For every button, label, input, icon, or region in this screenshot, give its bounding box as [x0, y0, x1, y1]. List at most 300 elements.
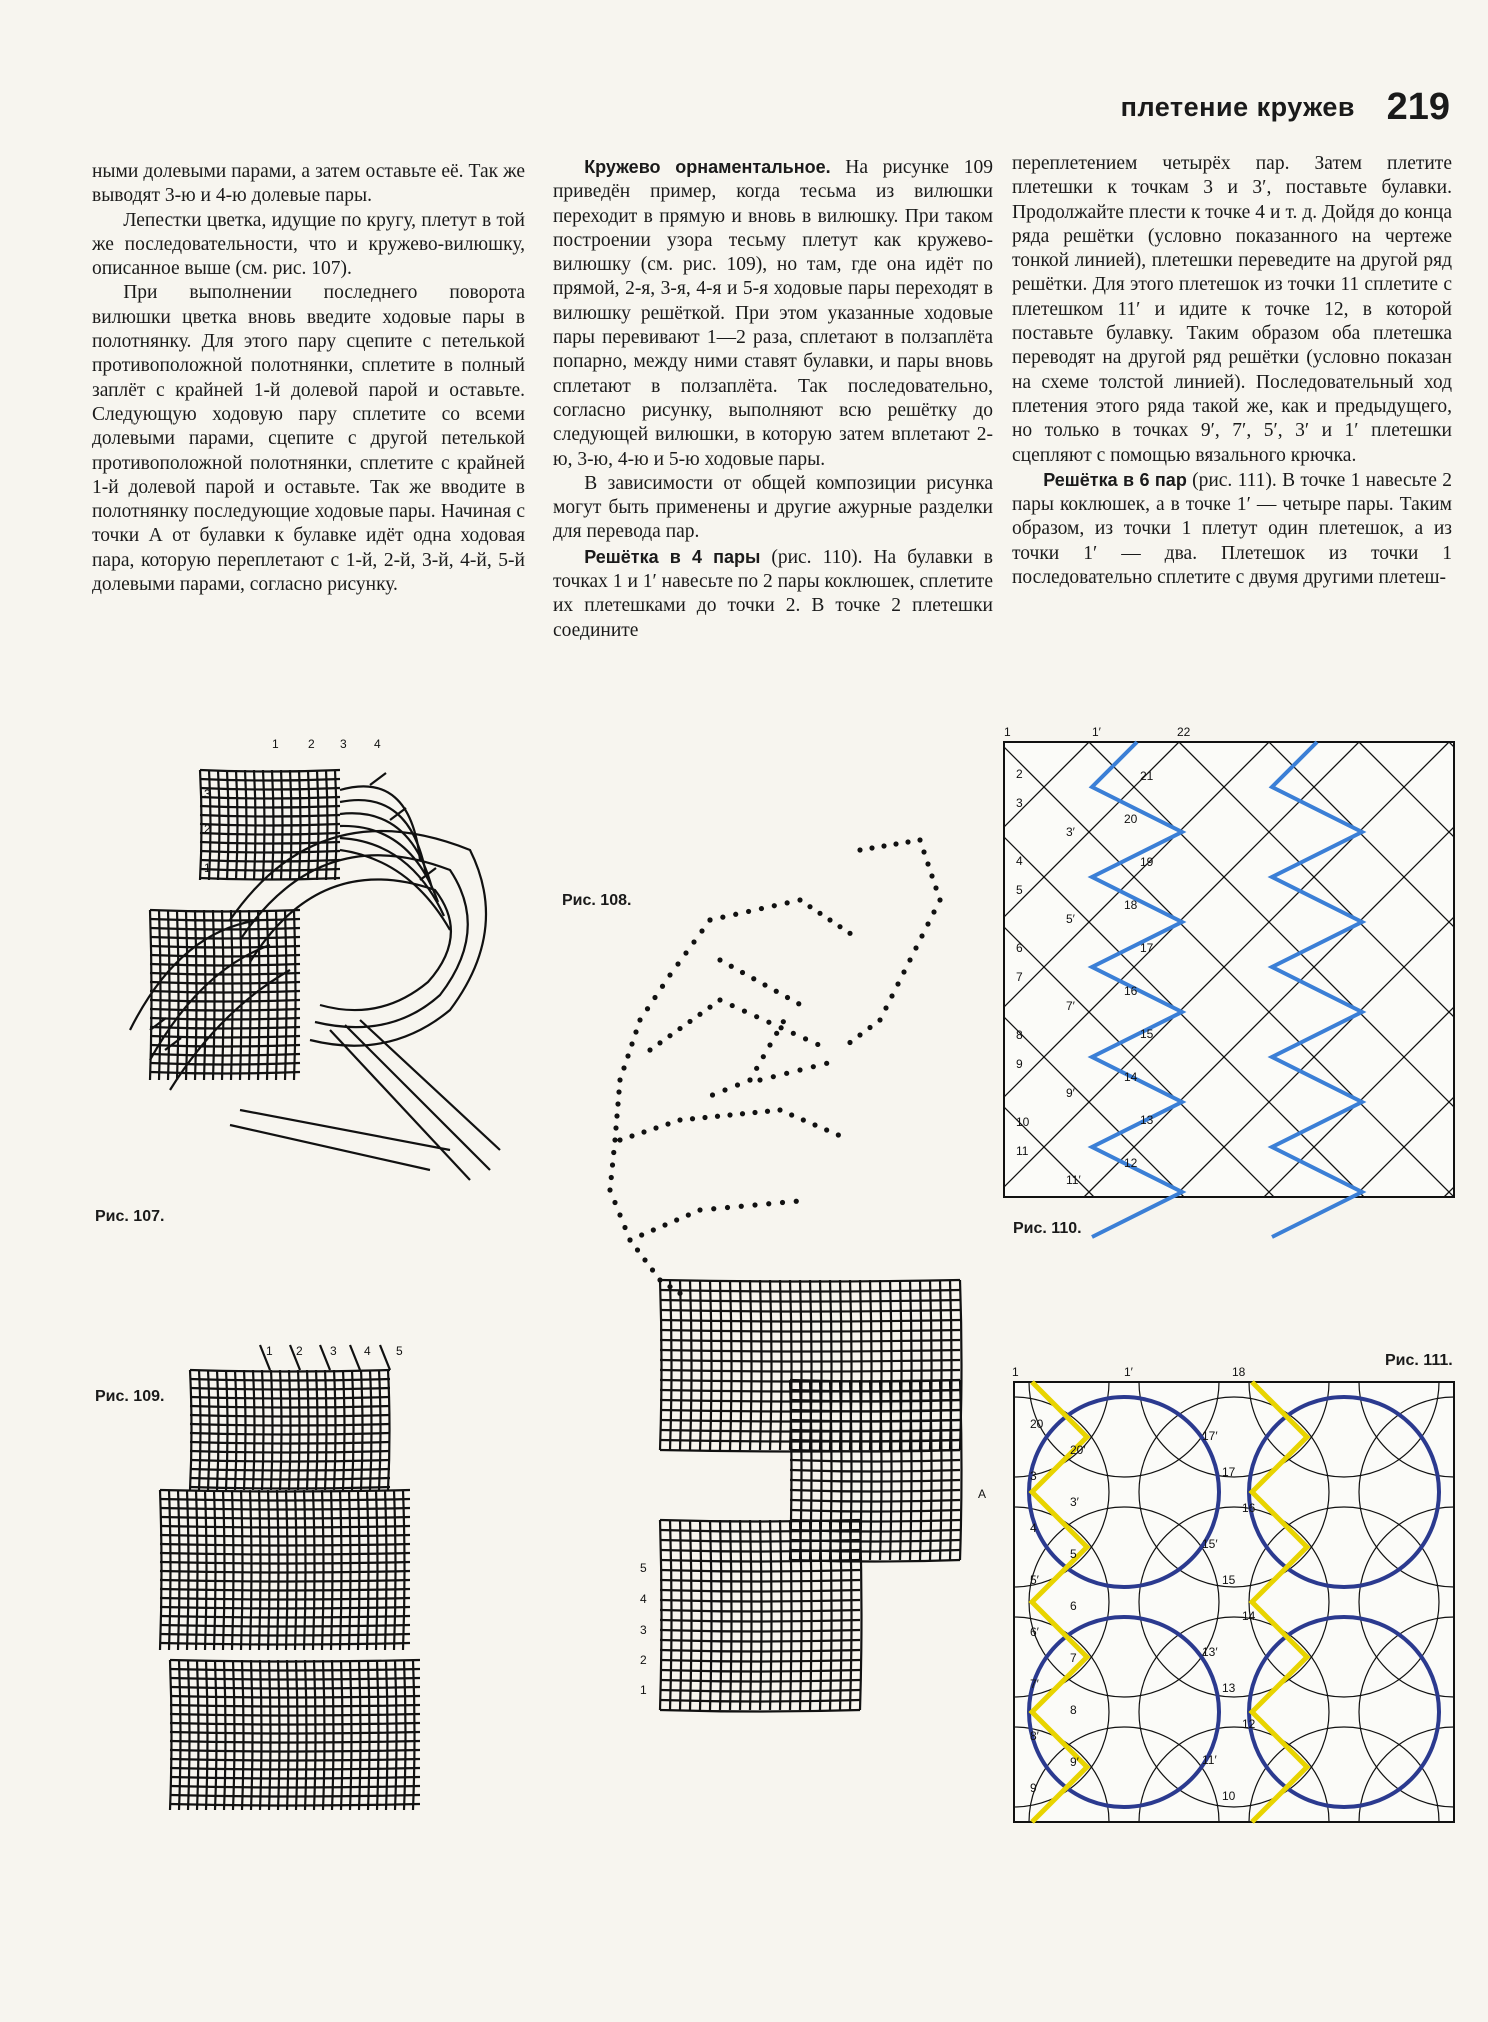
fig110-label: 9	[1016, 1057, 1023, 1071]
fig107-weft	[150, 946, 300, 948]
fig108-dot	[740, 970, 745, 975]
fig108-dot	[617, 1137, 622, 1142]
fig108-dot	[803, 1036, 808, 1041]
figure-111-grid-diagram	[1012, 1365, 1458, 1826]
fig108-warp	[710, 1280, 712, 1450]
fig111-label: 9′	[1070, 1755, 1079, 1769]
fig109-weft	[170, 1687, 420, 1689]
fig108-label: 2	[640, 1653, 647, 1667]
fig109-weft	[160, 1544, 410, 1546]
fig108-dot	[662, 1222, 667, 1227]
fig111-label: 1	[1012, 1365, 1019, 1379]
fig109-weft	[160, 1643, 410, 1645]
fig108-dot	[867, 1025, 872, 1030]
fig108-weft	[660, 1570, 860, 1572]
fig109-weft	[160, 1499, 410, 1501]
fig109-weft	[160, 1526, 410, 1528]
fig109-warp	[179, 1660, 181, 1810]
fig108-dot	[621, 1065, 626, 1070]
fig107-weft	[200, 797, 340, 799]
fig108-dot	[797, 897, 802, 902]
fig108-dot	[766, 1020, 771, 1025]
fig109-warp	[307, 1370, 309, 1490]
fig108-weft	[660, 1660, 860, 1662]
fig108-dot	[691, 939, 696, 944]
fig108-label: 1	[640, 1683, 647, 1697]
fig108-dot	[607, 1187, 612, 1192]
fig109-warp	[404, 1660, 406, 1810]
fig110-label: 8	[1016, 1028, 1023, 1042]
fig108-dot	[674, 1217, 679, 1222]
fig108-dot	[616, 1089, 621, 1094]
page-number: 219	[1386, 86, 1450, 128]
fig108-warp	[720, 1280, 722, 1450]
fig108-warp	[700, 1280, 702, 1450]
fig109-pin	[320, 1345, 330, 1370]
fig108-weft	[790, 1550, 960, 1552]
fig111-label: 9	[1030, 1781, 1037, 1795]
fig108-dot	[612, 1137, 617, 1142]
fig108-dot	[667, 972, 672, 977]
fig110-label: 18	[1124, 898, 1138, 912]
fig107-weft	[200, 851, 340, 853]
caption-fig107: Рис. 107.	[95, 1208, 165, 1225]
fig109-weft	[160, 1589, 410, 1591]
fig108-dot	[667, 1033, 672, 1038]
fig108-warp	[870, 1380, 872, 1560]
fig109-weft	[160, 1598, 410, 1600]
fig108-dot	[824, 1061, 829, 1066]
fig109-weft	[170, 1696, 420, 1698]
fig108-dot	[824, 1127, 829, 1132]
fig108-dot	[609, 1175, 614, 1180]
fig108-dot	[615, 1101, 620, 1106]
fig108-dot	[702, 1115, 707, 1120]
figure-109-lace-diagram	[150, 1340, 470, 1820]
fig108-dot	[650, 1267, 655, 1272]
fig108-weft	[660, 1600, 860, 1602]
fig107-weft	[150, 1072, 300, 1074]
fig109-weft	[170, 1678, 420, 1680]
fig108-warp	[680, 1280, 682, 1450]
fig108-dot	[931, 909, 936, 914]
text-column-3	[1012, 152, 1452, 590]
fig110-label: 3′	[1066, 825, 1075, 839]
caption-fig111: Рис. 111.	[1385, 1352, 1453, 1369]
fig108-dot	[729, 964, 734, 969]
fig108-dot	[629, 1041, 634, 1046]
fig107-weft	[200, 815, 340, 817]
fig107-weft	[150, 1063, 300, 1065]
fig108-dot	[611, 1150, 616, 1155]
figure-110-grid-diagram	[1002, 725, 1458, 1200]
fig108-dot	[653, 1125, 658, 1130]
fig108-dot	[785, 995, 790, 1000]
fig108-weft	[790, 1530, 960, 1532]
fig109-weft	[170, 1669, 420, 1671]
fig111-label: 1′	[1124, 1365, 1133, 1379]
fig108-dot	[677, 1117, 682, 1122]
fig108-dot	[697, 1207, 702, 1212]
fig108-warp	[690, 1280, 692, 1450]
fig108-dot	[921, 849, 926, 854]
fig109-weft	[160, 1508, 410, 1510]
fig108-warp	[750, 1280, 752, 1450]
fig108-dot	[697, 1012, 702, 1017]
fig108-dot	[877, 1017, 882, 1022]
fig108-dot	[794, 1199, 799, 1204]
fig108-dot	[710, 1092, 715, 1097]
fig111-label: 15′	[1202, 1537, 1218, 1551]
fig108-dot	[752, 1202, 757, 1207]
fig111-label: 14	[1242, 1609, 1256, 1623]
caption-fig110: Рис. 110.	[1013, 1220, 1082, 1237]
fig110-label: 14	[1124, 1070, 1138, 1084]
fig108-dot	[811, 1064, 816, 1069]
fig108-weft	[790, 1500, 960, 1502]
fig111-label: 13	[1222, 1681, 1236, 1695]
fig111-label: 8′	[1030, 1729, 1039, 1743]
fig108-dot	[629, 1133, 634, 1138]
fig111-label: 7′	[1030, 1677, 1039, 1691]
fig108-dot	[614, 1113, 619, 1118]
fig109-weft	[160, 1562, 410, 1564]
fig107-weft	[200, 824, 340, 826]
paragraph	[553, 545, 993, 643]
fig108-dot	[907, 957, 912, 962]
fig108-dot	[637, 1017, 642, 1022]
fig108-dot	[766, 1201, 771, 1206]
fig108-dot	[711, 1206, 716, 1211]
fig108-dot	[847, 1040, 852, 1045]
fig109-weft	[170, 1777, 420, 1779]
fig108-dot	[919, 933, 924, 938]
fig108-weft	[790, 1520, 960, 1522]
fig108-weft	[660, 1370, 960, 1372]
fig110-label: 5′	[1066, 912, 1075, 926]
fig109-weft	[160, 1553, 410, 1555]
fig108-dot	[901, 969, 906, 974]
fig109-weft	[160, 1607, 410, 1609]
fig108-dot	[647, 1047, 652, 1052]
fig110-label: 3	[1016, 796, 1023, 810]
fig108-warp	[670, 1520, 672, 1710]
fig110-label: 13	[1140, 1113, 1154, 1127]
fig108-dot	[675, 961, 680, 966]
fig108-dot	[617, 1212, 622, 1217]
fig108-dot	[847, 931, 852, 936]
fig108-dot	[762, 982, 767, 987]
fig111-label: 20	[1030, 1417, 1044, 1431]
fig107-weft	[150, 1027, 300, 1029]
fig107-label: 4	[374, 737, 381, 751]
fig111-label: 8	[1070, 1703, 1077, 1717]
fig108-dot	[722, 1087, 727, 1092]
fig108-dot	[857, 847, 862, 852]
fig109-weft	[170, 1723, 420, 1725]
fig108-dot	[937, 897, 942, 902]
fig108-weft	[660, 1350, 960, 1352]
fig108-dot	[765, 1109, 770, 1114]
fig108-dot	[836, 1132, 841, 1137]
fig108-label: 5	[640, 1561, 647, 1575]
fig107-weft	[200, 779, 340, 781]
paragraph: ными долевыми парами, а затем оставьте её. Так же выводят 3-ю и 4-ю долевые пары.	[92, 161, 525, 207]
fig111-label: 3′	[1070, 1495, 1079, 1509]
fig107-weft	[150, 919, 300, 921]
fig108-warp	[880, 1380, 882, 1560]
caption-fig109: Рис. 109.	[95, 1388, 165, 1405]
paragraph	[553, 155, 993, 472]
fig108-dot	[686, 1212, 691, 1217]
fig109-warp	[298, 1370, 300, 1490]
text-column-1	[92, 160, 525, 597]
fig109-weft	[170, 1759, 420, 1761]
fig109-warp	[253, 1370, 255, 1490]
fig109-warp	[262, 1370, 264, 1490]
fig108-dot	[779, 1025, 784, 1030]
fig108-label: 3	[640, 1623, 647, 1637]
fig108-dot	[730, 1003, 735, 1008]
fig108-dot	[747, 1077, 752, 1082]
fig107-weft	[200, 806, 340, 808]
fig111-label: 17	[1222, 1465, 1236, 1479]
fig109-warp	[280, 1370, 282, 1490]
fig109-warp	[334, 1370, 336, 1490]
fig109-pin	[350, 1345, 360, 1370]
fig108-weft	[660, 1610, 860, 1612]
fig108-warp	[660, 1520, 662, 1710]
fig108-dot	[774, 1031, 779, 1036]
fig107-label: 3	[204, 787, 211, 801]
fig109-weft	[160, 1616, 410, 1618]
fig108-weft	[660, 1650, 860, 1652]
fig108-dot	[683, 950, 688, 955]
fig110-label: 4	[1016, 854, 1023, 868]
fig108-dot	[893, 841, 898, 846]
fig108-warp	[910, 1380, 912, 1560]
fig108-dot	[881, 843, 886, 848]
paragraph-text: (рис. 110). На булавки в точках 1 и 1′ навесьте по 2 пары коклюшек, сплетите их плетешками до точки 2. В точке 2 плетешки соедините	[553, 546, 994, 641]
fig109-weft	[160, 1517, 410, 1519]
fig109-weft	[170, 1804, 420, 1806]
fig108-dot	[817, 911, 822, 916]
fig108-dot	[791, 1031, 796, 1036]
fig108-weft	[660, 1340, 960, 1342]
fig108-weft	[790, 1560, 960, 1562]
figure-107-lace-diagram	[90, 730, 560, 1180]
fig108-warp	[850, 1380, 852, 1560]
paragraph-text: На рисунке 109 приведён пример, когда тесьма из вилюшки переходит в прямую и вновь в вилюшку. При таком построении узора тесьму плетут как кружево-вилюшку (см. рис. 109), но там, где она идёт по прямой, 2-я, 3-я, 4-я и 5-я ходовые пары переходят в вилюшку решёткой. При этом указанные ходовые пары перевивают 1—2 раза, сплетают в ползаплёта попарно, между ними ставят булавки, и пары вновь сплетают в ползаплёта. Так последовательно, согласно рисунку, выполняют всю решётку до следующей вилюшки, в которую затем вплетают 2-ю, 3-ю, 4-ю и 5-ю ходовые пары.	[553, 157, 993, 470]
section-heading: Решётка в 6 пар	[1043, 469, 1187, 490]
fig108-warp	[660, 1280, 662, 1450]
fig107-weft	[150, 910, 300, 912]
fig108-dot	[869, 845, 874, 850]
fig108-dot	[625, 1053, 630, 1058]
fig108-dot	[759, 906, 764, 911]
fig109-warp	[244, 1370, 246, 1490]
fig109-weft	[170, 1741, 420, 1743]
fig108-warp	[890, 1380, 892, 1560]
fig108-dot	[657, 1040, 662, 1045]
fig108-dot	[735, 1082, 740, 1087]
fig110-label: 1′	[1092, 725, 1101, 739]
fig108-dot	[857, 1032, 862, 1037]
section-heading: Кружево орнаментальное.	[584, 157, 831, 177]
fig107-label: 3	[340, 737, 347, 751]
fig108-dot	[660, 984, 665, 989]
fig107-weft	[200, 878, 340, 880]
fig108-dot	[801, 1117, 806, 1122]
fig109-weft	[160, 1571, 410, 1573]
fig107-label: 1	[204, 861, 211, 875]
fig109-weft	[170, 1732, 420, 1734]
fig111-label: 7	[1070, 1651, 1077, 1665]
fig111-label: 11′	[1202, 1753, 1217, 1767]
fig109-label: 3	[330, 1344, 337, 1358]
fig108-dot	[707, 917, 712, 922]
caption-fig108: Рис. 108.	[562, 892, 632, 909]
fig108-warp	[860, 1380, 862, 1560]
fig108-dot	[812, 1122, 817, 1127]
fig110-label: 20	[1124, 812, 1138, 826]
fig108-dot	[754, 1066, 759, 1071]
fig108-weft	[660, 1640, 860, 1642]
fig109-label: 2	[296, 1344, 303, 1358]
fig108-dot	[827, 917, 832, 922]
paragraph: В зависимости от общей композиции рисунка могут быть применены и другие ажурные разделки для перевода пар.	[553, 472, 993, 543]
paragraph: Лепестки цветка, идущие по кругу, плетут в той же последовательности, что и кружево-вилюшку, описанное выше (см. рис. 107).	[92, 209, 525, 280]
fig107-label: 2	[308, 737, 315, 751]
fig108-dot	[889, 993, 894, 998]
fig108-dot	[725, 1205, 730, 1210]
fig108-dot	[781, 1019, 786, 1024]
fig111-label: 5	[1070, 1547, 1077, 1561]
fig108-dot	[720, 915, 725, 920]
fig108-dot	[925, 861, 930, 866]
fig108-weft	[660, 1710, 860, 1712]
fig108-dot	[771, 1074, 776, 1079]
fig110-label: 5	[1016, 883, 1023, 897]
paragraph: При выполнении последнего поворота вилюшки цветка вновь введите ходовые пары в полотнянку. Для этого пару сцепите с петелькой противоположной полотнянки, сплетите в полный заплёт с крайней 1-й долевой парой и оставьте. Следующую ходовую пару сплетите со всеми долевыми парами, сцепите с другой петелькой противоположной полотнянки, сплетите с крайней 1-й долевой парой и оставьте. Так же вводите в полотнянку последующие ходовые пары. Начиная с точки А от булавки к булавке идёт одна ходовая пара, которую переплетают с 1-й, 2-й, 3-й, 4-й, 5-й долевыми парами, согласно рисунку.	[92, 282, 525, 596]
fig109-weft	[160, 1535, 410, 1537]
fig107-weft	[150, 955, 300, 957]
fig110-label: 12	[1124, 1156, 1138, 1170]
fig108-warp	[900, 1380, 902, 1560]
fig108-dot	[707, 1005, 712, 1010]
fig108-warp	[730, 1280, 732, 1450]
fig111-label: 4	[1030, 1521, 1037, 1535]
paragraph-text: (рис. 111). В точке 1 навесьте 2 пары коклюшек, а в точке 1′ — четыре пары. Таким образом, из точки 1 плетут один плетешок, а из точки 1′ — два. Плетешок из точки 1 последовательно сплетите с двумя другими плетеш-	[1012, 469, 1453, 589]
fig108-dot	[613, 1125, 618, 1130]
fig108-dot	[690, 1116, 695, 1121]
fig109-warp	[325, 1370, 327, 1490]
fig108-dot	[715, 1114, 720, 1119]
paragraph: переплетением четырёх пар. Затем плетите плетешки к точкам 3 и 3′, поставьте булавки. Продолжайте плести к точке 4 и т. д. Дойдя до конца ряда решётки (условно показанного на чертеже тонкой линией), плетешки переведите на другой ряд решётки. Для этого плетешок из точки 11 сплетите с плетешком 11′ и идите к точке 12, в которой поставьте булавку. Таким образом оба плетешка переводят на другой ряд решётки (условно показан на схеме толстой линией). Последовательный ход плетения этого ряда такой же, как и предыдущего, но только в точках 9′, 7′, 5′, 3′ и 1′ плетешки сцепляют с помощью вязального крючка.	[1012, 153, 1452, 466]
fig108-dot	[754, 1014, 759, 1019]
fig108-warp	[960, 1380, 962, 1560]
fig108-dot	[665, 1121, 670, 1126]
fig109-weft	[170, 1750, 420, 1752]
fig108-dot	[933, 885, 938, 890]
fig108-dot	[807, 904, 812, 909]
fig111-label: 20′	[1070, 1443, 1086, 1457]
fig109-weft	[160, 1634, 410, 1636]
fig108-dot	[740, 1111, 745, 1116]
fig107-weft	[150, 973, 300, 975]
fig108-dot	[925, 921, 930, 926]
fig109-warp	[271, 1370, 273, 1490]
fig110-label: 7′	[1066, 999, 1075, 1013]
fig107-weft	[200, 770, 340, 772]
section-heading: Решётка в 4 пары	[584, 546, 761, 567]
fig108-dot	[633, 1029, 638, 1034]
fig108-dot	[645, 1006, 650, 1011]
fig109-warp	[316, 1370, 318, 1490]
fig108-dot	[777, 1107, 782, 1112]
fig109-pin	[380, 1345, 390, 1370]
fig108-weft	[790, 1540, 960, 1542]
fig111-label: 17′	[1202, 1429, 1218, 1443]
fig108-warp	[770, 1280, 772, 1450]
fig108-dot	[917, 837, 922, 842]
fig107-weft	[200, 860, 340, 862]
fig109-weft	[170, 1768, 420, 1770]
fig108-dot	[815, 1042, 820, 1047]
fig108-dot	[751, 976, 756, 981]
fig108-weft	[790, 1510, 960, 1512]
fig108-dot	[752, 1110, 757, 1115]
fig108-point-label: A	[978, 1487, 987, 1501]
fig111-label: 18	[1232, 1365, 1246, 1379]
fig110-label: 22	[1177, 725, 1191, 739]
fig108-dot	[895, 981, 900, 986]
fig108-dot	[784, 1071, 789, 1076]
fig108-warp	[780, 1280, 782, 1450]
fig108-dot	[651, 1227, 656, 1232]
fig107-weft	[150, 982, 300, 984]
fig111-label: 10	[1222, 1789, 1236, 1803]
header-title: плетение кружев	[1120, 92, 1355, 122]
fig110-label: 16	[1124, 984, 1138, 998]
fig110-label: 11	[1016, 1144, 1029, 1158]
fig110-label: 1	[1004, 725, 1011, 739]
fig108-dot	[796, 1001, 801, 1006]
fig108-weft	[660, 1330, 960, 1332]
fig108-dot	[612, 1200, 617, 1205]
fig108-weft	[790, 1460, 960, 1462]
fig108-dot	[739, 1204, 744, 1209]
fig108-dot	[610, 1162, 615, 1167]
fig107-pin	[370, 773, 386, 785]
fig108-weft	[660, 1360, 960, 1362]
fig108-dot	[642, 1257, 647, 1262]
fig107-label: 1	[272, 737, 279, 751]
fig110-label: 19	[1140, 855, 1154, 869]
running-header	[1050, 86, 1450, 132]
fig108-weft	[660, 1580, 860, 1582]
fig110-label: 15	[1140, 1027, 1154, 1041]
fig108-dot	[746, 909, 751, 914]
fig108-dot	[641, 1129, 646, 1134]
fig108-dot	[929, 873, 934, 878]
fig109-weft	[170, 1714, 420, 1716]
fig108-weft	[790, 1490, 960, 1492]
fig108-dot	[767, 1042, 772, 1047]
fig109-weft	[160, 1625, 410, 1627]
fig107-weft	[150, 1054, 300, 1056]
fig111-label: 3	[1030, 1469, 1037, 1483]
